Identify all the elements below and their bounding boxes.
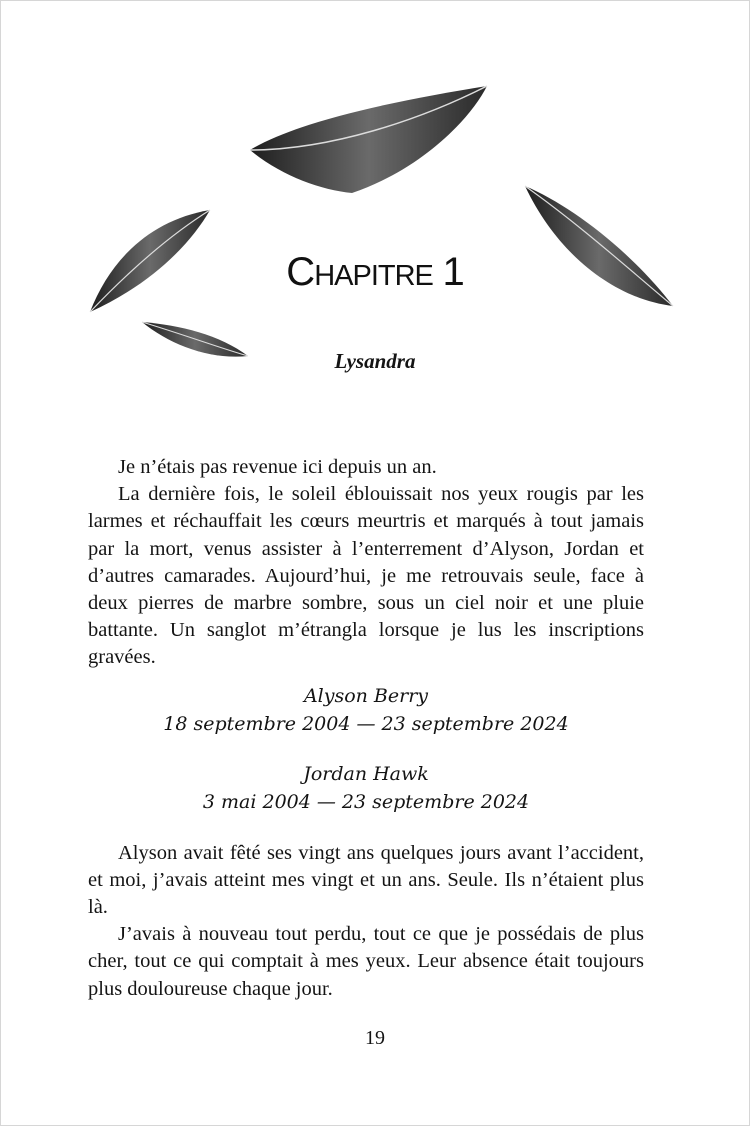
chapter-title-word: HAPITRE (314, 260, 433, 292)
epitaph-name: Jordan Hawk (303, 762, 429, 785)
epitaph-alyson (88, 682, 644, 738)
chapter-number: 1 (442, 250, 464, 294)
chapter-body (88, 454, 644, 1003)
epitaph-jordan (88, 760, 644, 816)
feather-icon (250, 86, 487, 193)
chapter-pov-name: Lysandra (334, 349, 416, 373)
paragraph: Je n’étais pas revenue ici depuis un an. (118, 456, 437, 478)
epitaph-dates: 18 septembre 2004 — 23 septembre 2024 (163, 712, 569, 735)
chapter-title-initial: C (286, 250, 315, 294)
chapter-title (0, 250, 750, 295)
paragraph: Alyson avait fêté ses vingt ans quelques jours avant l’accident, et moi, j’avais atteint mes vingt et un ans. Seule. Ils n’étaient plus là. (88, 841, 644, 919)
paragraph: La dernière fois, le soleil éblouissait nos yeux rougis par les larmes et réchauffait les cœurs meurtris et marqués à tout jamais par la mort, venus assister à l’enterrement d’Alyson, Jordan et d’autres camarades. Aujourd’hui, je me retrouvais seule, face à deux pierres de marbre sombre, sous un ciel noir et une pluie battante. Un sanglot m’étrangla lorsque je lus les inscriptions gravées. (88, 483, 644, 669)
epitaph-dates: 3 mai 2004 — 23 septembre 2024 (202, 790, 530, 813)
feathers-illustration (0, 0, 750, 400)
paragraph: J’avais à nouveau tout perdu, tout ce que je possédais de plus cher, tout ce qui comptait à mes yeux. Leur absence était toujours plus douloureuse chaque jour. (88, 923, 644, 1000)
page-number: 19 (365, 1027, 385, 1049)
epitaph-name: Alyson Berry (303, 684, 429, 707)
